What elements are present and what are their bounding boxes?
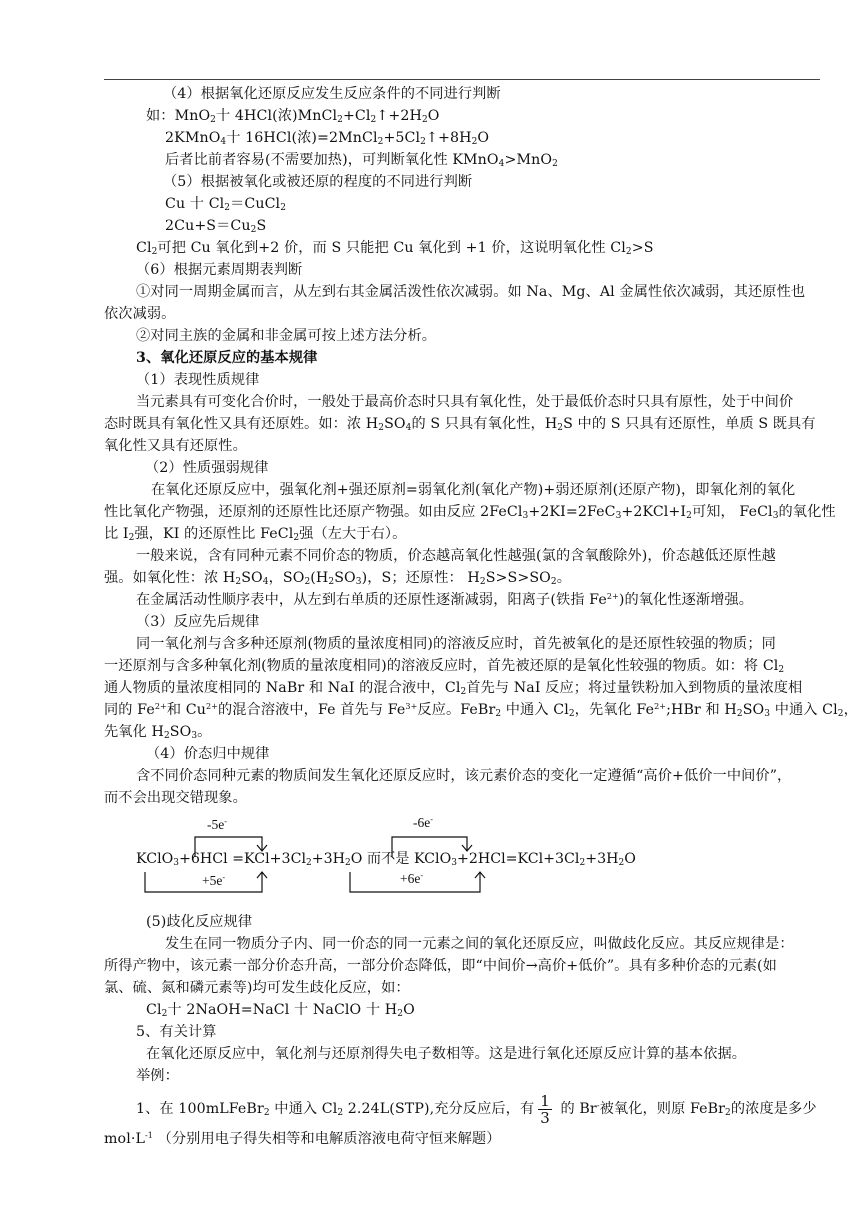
electron-label: -6e-: [413, 815, 433, 830]
text-line: 同一氧化剂与含多种还原剂(物质的量浓度相同)的溶液反应时，首先被氧化的是还原性较强的物质；同: [136, 636, 776, 652]
text-line: 氯、硫、氮和磷元素等)均可发生歧化反应，如：: [104, 980, 410, 996]
text-line: $Cl_2$可把 Cu 氧化到+2 价，而 S 只能把 Cu 氧化到 +1 价，这说明氧化性 $Cl_2>S$: [136, 240, 654, 257]
text-line: 依次减弱。: [104, 306, 176, 322]
equation-line: Cu 十 $Cl_2=CuCl_2$: [165, 196, 287, 213]
text-line: $mol\cdot L^{-1}$ （分别用电子得失相等和电解质溶液电荷守恒来解题）: [104, 1131, 501, 1147]
text-line: 而不会出现交错现象。: [104, 790, 247, 806]
subheading: （4）价态归中规律: [146, 746, 270, 762]
text-line: 举例：: [136, 1068, 179, 1084]
text-line: 一般来说，含有同种元素不同价态的物质，价态越高氧化性越强(氯的含氧酸除外)，价态越低还原性越: [136, 548, 776, 564]
subheading: （1）表现性质规律: [136, 372, 260, 388]
text-line: 一还原剂与含多种氧化剂(物质的量浓度相同)的溶液反应时，首先被还原的是氧化性较强的物质。如：将 $Cl_2$: [104, 658, 785, 675]
equation-line: 2KMnO$_4$十 16HCl(浓)$=2MnCl_2+5Cl_2↑+8H_2O$: [165, 130, 490, 147]
text-line: （6）根据元素周期表判断: [136, 262, 303, 278]
equation-line: 如：MnO$_2$十 4HCl(浓)$MnCl_2+Cl_2↑+2H_2O$: [146, 108, 440, 125]
text-line: 后者比前者容易(不需要加热)，可判断氧化性 KMnO$_4$>MnO$_2$: [165, 152, 558, 169]
example-problem: 1、在 100mLFeBr$_2$ 中通入 $Cl_2$ 2.24L(STP),充分反应后，有 $\frac{1}{3}$ 的 Br-被氧化，则原 FeBr$_2$的浓度是多少: [136, 1091, 817, 1127]
text-line: 强。如氧化性：浓 $H_2SO_4$，$SO_2(H_2SO_3)$，S；还原性： $H_2S>S>SO_2$。: [104, 570, 571, 587]
text-line: （5）根据被氧化或被还原的程度的不同进行判断: [163, 174, 473, 190]
text-line: 同的 $Fe^{2+}$和 $Cu^{2+}$的混合溶液中，Fe 首先与 $Fe^{3+}$反应。FeBr$_2$ 中通入 $Cl_2$，先氧化 $Fe^{2+};HBr$ 和 $H_2SO_3$ 中通入 $Cl_2$，: [104, 702, 858, 719]
text-line: 先氧化 $H_2SO_3$。: [104, 724, 212, 741]
text-line: ①对同一周期金属而言，从左到右其金属活泼性依次减弱。如 Na、Mg、Al 金属性依次减弱，其还原性也: [136, 284, 806, 300]
text-line: ②对同主族的金属和非金属可按上述方法分析。: [136, 328, 437, 344]
subheading: （2）性质强弱规律: [145, 460, 269, 476]
text-line: 通人物质的量浓度相同的 NaBr 和 NaI 的混合液中，$Cl_2$首先与 NaI 反应；将过量铁粉加入到物质的量浓度相: [104, 680, 803, 697]
text-line: 所得产物中，该元素一部分价态升高，一部分价态降低，即“中间价→高价+低价”。具有多种价态的元素(如: [104, 958, 777, 974]
text-line: 在氧化还原反应中，强氧化剂+强还原剂=弱氧化剂(氧化产物)+弱还原剂(还原产物)，即氧化剂的氧化: [151, 482, 796, 498]
electron-label: -5e-: [207, 817, 227, 832]
fraction: $\frac{1}{3}$: [540, 1091, 550, 1127]
text-line: 含不同价态同种元素的物质间发生氧化还原反应时，该元素价态的变化一定遵循“高价+低价一中间价”，: [136, 768, 792, 784]
section-heading: 3、氧化还原反应的基本规律: [136, 350, 318, 366]
subheading: (5)歧化反应规律: [146, 914, 253, 930]
redox-equation: KClO$_3$+6HCl $=KCl+3Cl_2+3H_2O$ 而不是 $KClO_3+2HCl=KCl+3Cl_2+3H_2O$: [136, 851, 636, 868]
equation-line: $Cl_2$十 2NaOH=NaCl 十 NaClO 十 $H_2O$: [146, 1002, 415, 1019]
text-line: 比 $I_2$强，KI 的还原性比 FeCl$_2$强（左大于右）。: [104, 526, 407, 543]
text-line: 性比氧化产物强，还原剂的还原性比还原产物强。如由反应 $2FeCl_3+2KI=2FeC_3+2KCl+I_2$可知， FeCl$_3$的氧化性: [104, 504, 836, 521]
subheading: 5、有关计算: [136, 1024, 217, 1040]
text-line: 氧化性又具有还原性。: [104, 438, 247, 454]
equation-line: $2Cu+S=Cu_2S$: [165, 218, 267, 235]
subheading: （3）反应先后规律: [136, 614, 260, 630]
text-line: 在金属活动性顺序表中，从左到右单质的还原性逐渐减弱，阳离子(铁指 $Fe^{2+}$)的氧化性逐渐增强。: [136, 592, 754, 608]
text-line: 当元素具有可变化合价时，一般处于最高价态时只具有氧化性，处于最低价态时只具有原性，处于中间价: [136, 394, 794, 410]
text-line: 发生在同一物质分子内、同一价态的同一元素之间的氧化还原反应，叫做歧化反应。其反应规律是：: [165, 936, 794, 952]
text-line: 态时既具有氧化性又具有还原姓。如：浓 $H_2SO_4$的 S 只具有氧化性，$H_2S$ 中的 S 只具有还原性，单质 S 既具有: [104, 416, 816, 433]
text-line: （4）根据氧化还原反应发生反应条件的不同进行判断: [163, 86, 501, 102]
electron-label: +5e-: [202, 873, 226, 888]
text-line: 在氧化还原反应中，氧化剂与还原剂得失电子数相等。这是进行氧化还原反应计算的基本依据。: [146, 1046, 747, 1062]
electron-label: +6e-: [400, 871, 424, 886]
